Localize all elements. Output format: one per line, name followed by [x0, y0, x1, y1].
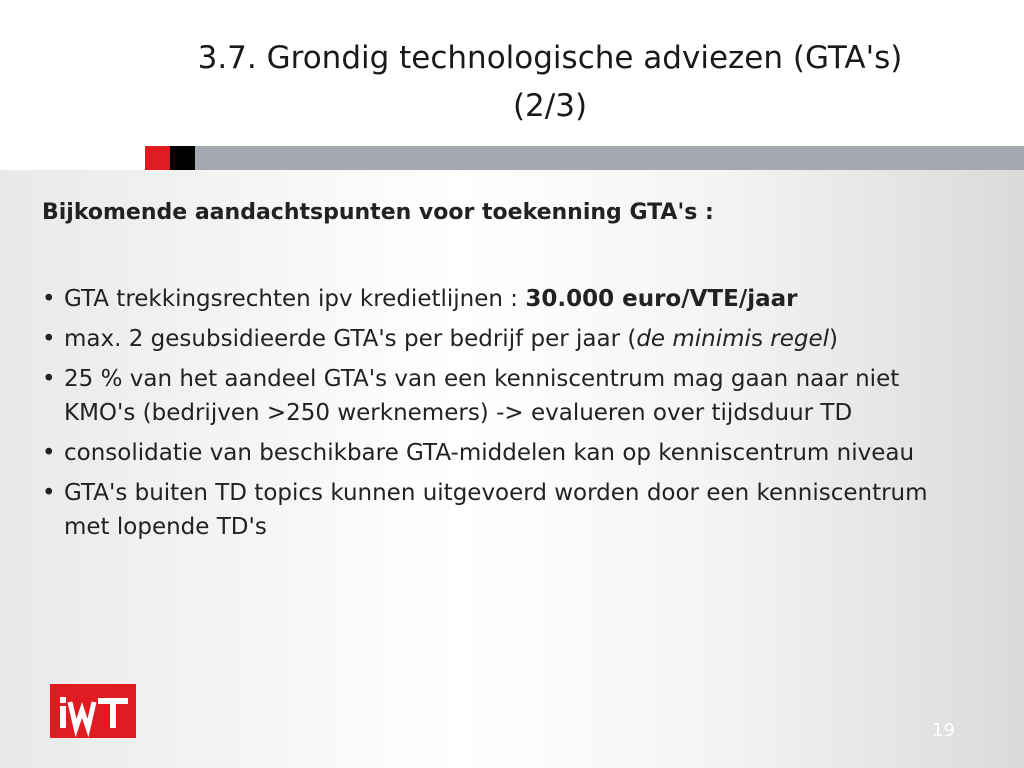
- bullet-text: s: [750, 326, 771, 352]
- bullet-text: ): [829, 326, 838, 352]
- iwt-logo: [50, 684, 136, 738]
- bullet-italic-text: de minimi: [636, 326, 751, 352]
- section-heading: Bijkomende aandachtspunten voor toekenning GTA's :: [42, 200, 714, 225]
- bullet-text: GTA's buiten TD topics kunnen uitgevoerd worden door een kenniscentrum met lopende TD's: [64, 480, 928, 540]
- page-number: 19: [932, 720, 955, 741]
- list-item: [42, 362, 962, 430]
- list-item: [42, 322, 962, 356]
- slide-title-line1: 3.7. Grondig technologische adviezen (GTA's): [197, 40, 903, 76]
- bullet-text: 25 % van het aandeel GTA's van een kenniscentrum mag gaan naar niet KMO's (bedrijven >250 werknemers) -> evalueren over tijdsduur TD: [64, 366, 900, 426]
- list-item: [42, 436, 962, 470]
- slide-title-line2: (2/3): [512, 88, 588, 124]
- slide-title: [130, 34, 970, 130]
- list-item: [42, 282, 962, 316]
- accent-black-block: [170, 146, 195, 170]
- bullet-icon: •: [42, 366, 56, 392]
- header-divider-bar: [195, 146, 1024, 170]
- bullet-icon: •: [42, 326, 56, 352]
- bullet-text: consolidatie van beschikbare GTA-middelen kan op kenniscentrum niveau: [64, 440, 915, 466]
- accent-red-block: [145, 146, 170, 170]
- bullet-icon: •: [42, 286, 56, 312]
- bullet-text: GTA trekkingsrechten ipv kredietlijnen :: [64, 286, 526, 312]
- bullet-italic-text: regel: [770, 326, 829, 352]
- bullet-bold-text: 30.000 euro/VTE/jaar: [525, 286, 798, 312]
- list-item: [42, 476, 962, 544]
- bullet-icon: •: [42, 480, 56, 506]
- bullet-icon: •: [42, 440, 56, 466]
- bullet-text: max. 2 gesubsidieerde GTA's per bedrijf per jaar (: [64, 326, 637, 352]
- iwt-logo-icon: [50, 684, 136, 738]
- bullet-list: [42, 282, 962, 550]
